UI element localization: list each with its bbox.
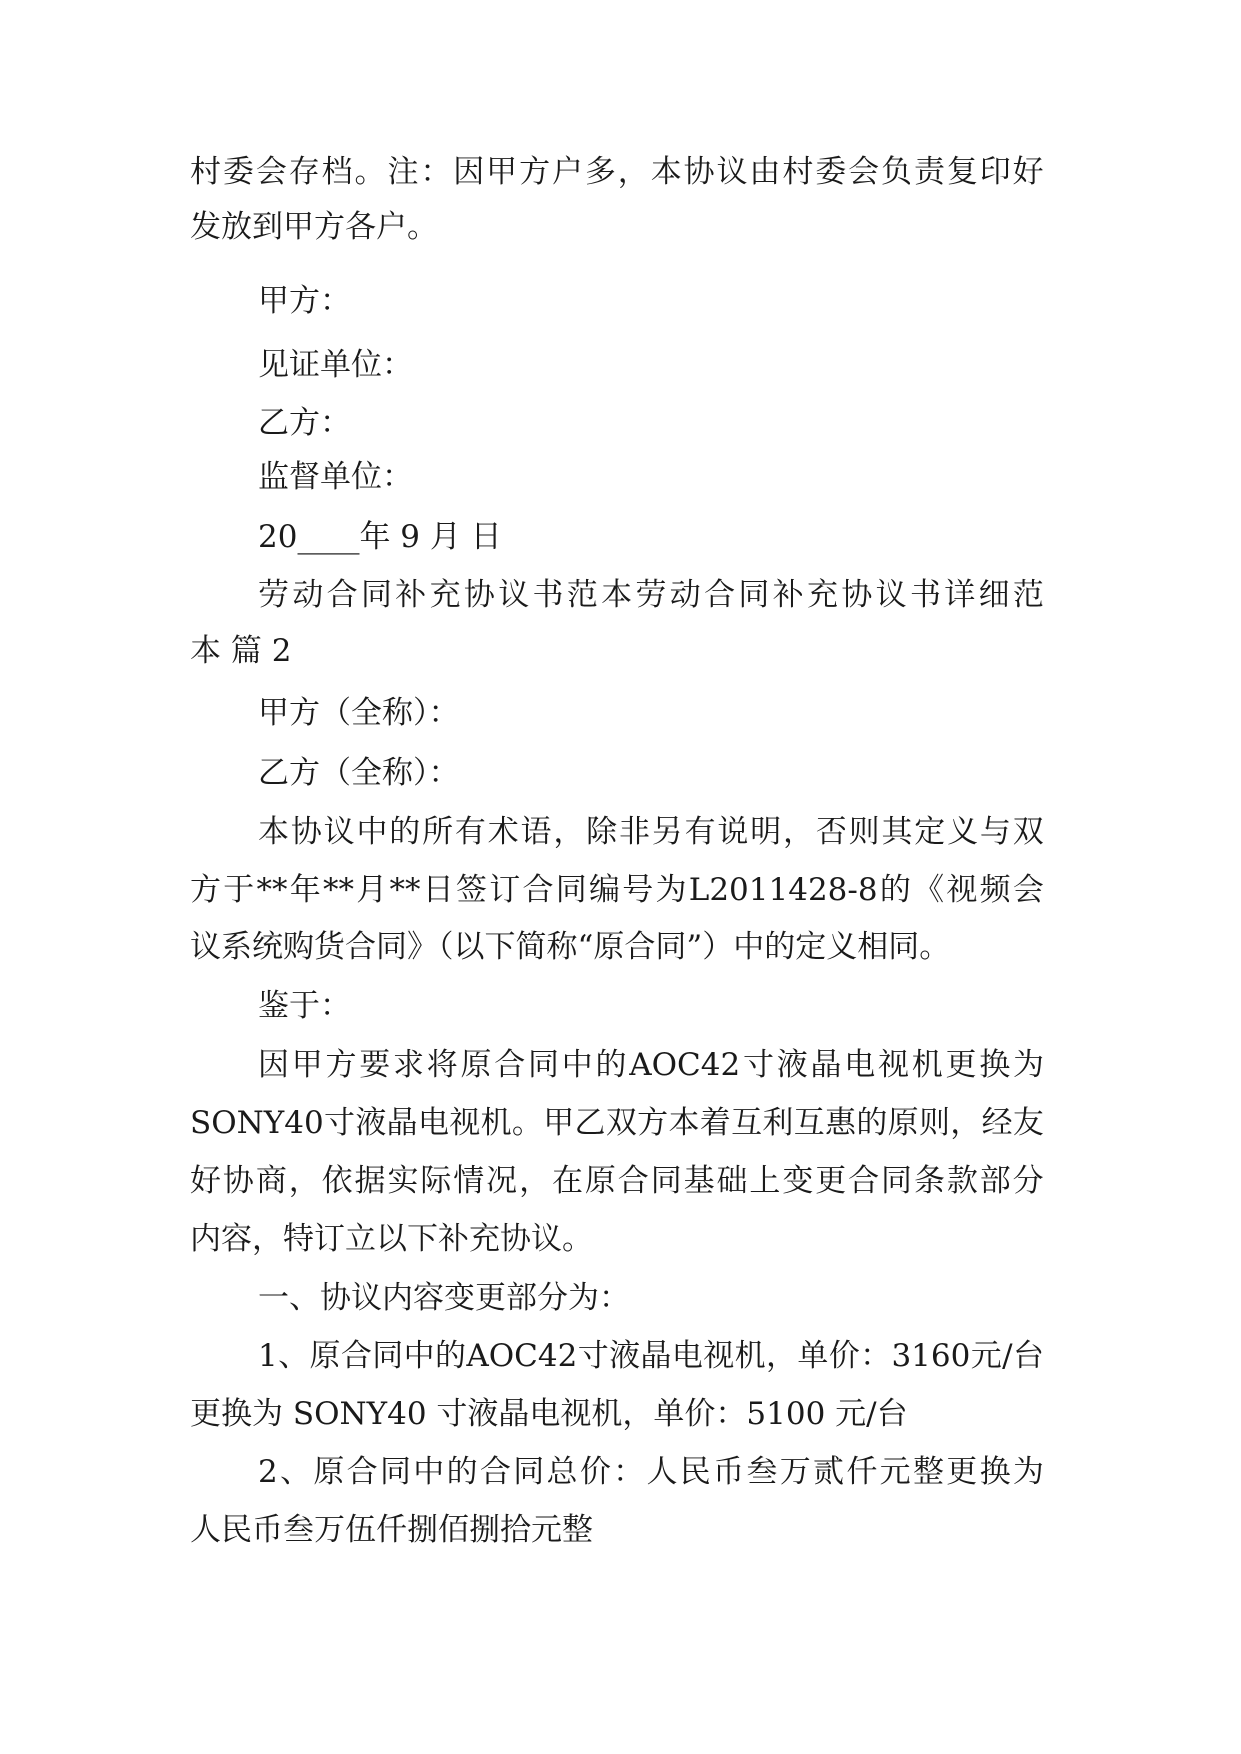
text-token: 补: [395, 577, 427, 613]
text-line: [190, 1159, 1044, 1203]
text-token: 币: [713, 1454, 745, 1490]
text-token: ，: [950, 1105, 982, 1141]
text-token: 视: [449, 1105, 481, 1141]
text-token: 书: [909, 577, 941, 613]
text-token: 同: [360, 577, 392, 613]
text-line: [258, 810, 1044, 854]
text-token: 同: [372, 1338, 404, 1374]
text-token: 明: [750, 814, 782, 850]
text-token: 、: [280, 1454, 312, 1490]
text-token: 况: [486, 1163, 518, 1199]
text-token: 合: [479, 1454, 511, 1490]
text-token: 双: [605, 1105, 637, 1141]
text-token: 更: [946, 1454, 978, 1490]
text-token: 的: [879, 872, 911, 908]
text-token: 日: [422, 872, 454, 908]
text-token: 存: [288, 154, 320, 190]
text-token: 上: [749, 1163, 781, 1199]
text-token: 议: [716, 154, 748, 190]
text-token: 换: [979, 1047, 1011, 1083]
text-line: [190, 150, 1044, 194]
text-token: 整: [912, 1454, 944, 1490]
text-token: 除: [586, 814, 618, 850]
text-token: 将: [426, 1047, 458, 1083]
text-token: 液: [355, 1105, 387, 1141]
text-token: 甲: [486, 154, 518, 190]
text-token: 甲: [543, 1105, 575, 1141]
text-token: 叁: [746, 1454, 778, 1490]
party-a-label: 甲方：: [258, 283, 351, 319]
text-token: ，: [519, 1163, 551, 1199]
text-token: 户: [551, 154, 583, 190]
text-token: 本: [650, 154, 682, 190]
text-token: 方: [190, 872, 221, 908]
text-token: 万: [779, 1454, 811, 1490]
text-line: 议系统购货合同》（以下简称“原合同”）中的定义相同。: [190, 929, 951, 965]
text-line: [190, 1101, 1044, 1145]
text-token: 合: [704, 577, 736, 613]
text-line: 更换为 SONY40 寸液晶电视机，单价：5100 元/台: [190, 1396, 908, 1432]
text-token: 双: [1012, 814, 1044, 850]
text-token: 由: [749, 154, 781, 190]
text-token: 础: [716, 1163, 748, 1199]
text-token: 月: [356, 872, 388, 908]
text-token: 年: [289, 872, 321, 908]
text-token: 中: [403, 1338, 435, 1374]
text-token: 注: [387, 154, 419, 190]
text-token: 。: [354, 154, 386, 190]
text-token: 台: [1012, 1338, 1044, 1374]
text-token: 原: [313, 1454, 345, 1490]
text-token: 商: [255, 1163, 287, 1199]
text-token: AOC42: [629, 1047, 741, 1083]
text-token: 负: [881, 154, 913, 190]
text-token: 惠: [825, 1105, 856, 1141]
text-token: 细: [978, 577, 1010, 613]
text-token: 分: [1012, 1163, 1044, 1199]
text-token: 中: [356, 814, 388, 850]
text-token: 互: [793, 1105, 825, 1141]
text-token: 的: [434, 1338, 466, 1374]
text-token: 频: [979, 872, 1011, 908]
text-token: ，: [617, 154, 649, 190]
text-token: 合: [617, 1163, 649, 1199]
text-token: 、: [278, 1338, 310, 1374]
text-token: 求: [393, 1047, 424, 1083]
text-token: 晶: [386, 1105, 418, 1141]
text-token: 晶: [810, 1047, 842, 1083]
date-line: 20____年 9 月 日: [258, 519, 502, 555]
text-token: 则: [848, 814, 880, 850]
text-token: ，: [783, 814, 814, 850]
text-token: 范: [566, 577, 598, 613]
text-token: 机: [480, 1105, 512, 1141]
text-token: 所: [422, 814, 454, 850]
party-b-fullname-label: 乙方（全称）：: [258, 755, 460, 791]
text-token: 寸: [324, 1105, 355, 1141]
text-token: 否: [815, 814, 847, 850]
text-token: 据: [354, 1163, 386, 1199]
text-token: 方: [637, 1105, 669, 1141]
text-token: 方: [325, 1047, 357, 1083]
text-token: 有: [454, 814, 486, 850]
text-token: 原: [887, 1105, 919, 1141]
text-token: 的: [856, 1105, 888, 1141]
text-token: 的: [595, 1047, 627, 1083]
text-token: 则: [918, 1105, 950, 1141]
text-token: 实: [387, 1163, 419, 1199]
text-token: 寸: [742, 1047, 774, 1083]
text-token: 动: [669, 577, 701, 613]
text-token: 同: [650, 1163, 682, 1199]
text-token: 寸: [577, 1338, 609, 1374]
text-token: 会: [255, 154, 287, 190]
text-token: 议: [498, 577, 530, 613]
text-token: 利: [762, 1105, 794, 1141]
text-token: 元: [879, 1454, 911, 1490]
text-token: 方: [519, 154, 551, 190]
text-token: 更: [945, 1047, 977, 1083]
text-token: L2011428-8: [688, 872, 878, 908]
text-line: 发放到甲方各户。: [190, 209, 438, 245]
text-token: 依: [321, 1163, 353, 1199]
text-token: 的: [446, 1454, 478, 1490]
party-b-label: 乙方：: [258, 405, 351, 441]
text-token: 同: [379, 1454, 411, 1490]
text-line: [258, 1450, 1044, 1494]
text-token: 中: [561, 1047, 593, 1083]
text-token: 1: [258, 1338, 278, 1374]
text-line: 人民币叁万伍仟捌佰捌拾元整: [190, 1512, 593, 1548]
text-token: 液: [776, 1047, 808, 1083]
text-token: 合: [340, 1338, 372, 1374]
section-heading: [258, 573, 1044, 617]
text-token: 动: [292, 577, 324, 613]
text-token: SONY40: [190, 1105, 324, 1141]
text-token: 签: [456, 872, 487, 908]
text-token: 价: [828, 1338, 860, 1374]
text-token: 合: [848, 1163, 880, 1199]
text-token: 号: [622, 872, 654, 908]
text-token: 充: [429, 577, 461, 613]
text-token: 会: [1012, 872, 1044, 908]
text-token: AOC42: [466, 1338, 578, 1374]
text-token: 情: [453, 1163, 485, 1199]
text-token: 范: [1012, 577, 1044, 613]
text-token: ，: [288, 1163, 320, 1199]
text-token: 互: [731, 1105, 763, 1141]
text-token: 同: [881, 1163, 913, 1199]
text-token: 机: [911, 1047, 943, 1083]
text-token: 委: [222, 154, 254, 190]
text-token: 书: [532, 577, 564, 613]
text-line: 内容，特订立以下补充协议。: [190, 1221, 593, 1257]
text-token: 因: [258, 1047, 289, 1083]
text-token: 好: [1012, 154, 1044, 190]
text-token: 单: [797, 1338, 829, 1374]
text-token: 合: [494, 1047, 526, 1083]
text-token: 视: [877, 1047, 909, 1083]
clause-heading: 一、协议内容变更部分为：: [258, 1280, 630, 1316]
text-token: 条: [913, 1163, 945, 1199]
text-token: 有: [684, 814, 716, 850]
text-token: 非: [618, 814, 650, 850]
text-token: 同: [555, 872, 587, 908]
text-token: 协: [222, 1163, 254, 1199]
text-token: ，: [765, 1338, 797, 1374]
text-token: 详: [944, 577, 976, 613]
text-token: 定: [914, 814, 946, 850]
text-token: **: [256, 872, 288, 908]
text-token: 订: [489, 872, 521, 908]
text-token: 协: [683, 154, 715, 190]
text-token: 合: [326, 577, 358, 613]
text-token: 电: [417, 1105, 449, 1141]
text-token: 同: [528, 1047, 559, 1083]
text-token: 因: [453, 154, 485, 190]
text-token: 元: [970, 1338, 1002, 1374]
text-token: 款: [946, 1163, 978, 1199]
text-token: 语: [520, 814, 552, 850]
text-token: **: [323, 872, 354, 908]
text-line: [258, 1334, 1044, 1378]
text-token: 民: [679, 1454, 711, 1490]
text-token: 乙: [574, 1105, 606, 1141]
party-a-fullname-label: 甲方（全称）：: [258, 695, 460, 731]
text-token: 总: [546, 1454, 578, 1490]
text-token: 合: [522, 872, 554, 908]
text-token: ：: [420, 154, 452, 190]
text-token: 际: [420, 1163, 452, 1199]
text-token: 充: [807, 577, 838, 613]
text-token: 议: [323, 814, 355, 850]
text-token: 本: [601, 577, 633, 613]
text-token: 2: [258, 1454, 278, 1490]
text-token: 在: [551, 1163, 583, 1199]
text-token: 电: [671, 1338, 703, 1374]
text-token: 换: [979, 1454, 1011, 1490]
text-token: 本: [668, 1105, 700, 1141]
text-token: 与: [979, 814, 1011, 850]
text-token: 合: [346, 1454, 378, 1490]
text-token: 为: [1012, 1454, 1044, 1490]
text-token: 议: [875, 577, 907, 613]
text-token: 要: [359, 1047, 391, 1083]
text-token: 甲: [291, 1047, 323, 1083]
text-token: 协: [841, 577, 873, 613]
text-token: 说: [717, 814, 749, 850]
text-token: 村: [190, 154, 221, 190]
text-token: ，: [553, 814, 585, 850]
text-token: 另: [651, 814, 683, 850]
text-token: 电: [844, 1047, 876, 1083]
text-token: 晶: [640, 1338, 672, 1374]
text-token: **: [389, 872, 421, 908]
section-heading: 本 篇 2: [190, 633, 292, 669]
text-token: 为: [1012, 1047, 1044, 1083]
text-token: 原: [584, 1163, 616, 1199]
text-token: 变: [782, 1163, 814, 1199]
text-token: 同: [513, 1454, 545, 1490]
text-token: ：: [613, 1454, 645, 1490]
text-token: 于: [223, 872, 255, 908]
text-token: 印: [979, 154, 1011, 190]
text-token: 着: [699, 1105, 731, 1141]
text-token: 原: [309, 1338, 341, 1374]
text-token: 。: [511, 1105, 543, 1141]
text-token: 本: [258, 814, 289, 850]
text-token: 基: [683, 1163, 715, 1199]
text-token: 液: [609, 1338, 641, 1374]
text-line: [258, 1043, 1044, 1087]
text-token: 劳: [635, 577, 667, 613]
text-token: 术: [487, 814, 519, 850]
text-token: 同: [738, 577, 770, 613]
text-token: 村: [782, 154, 814, 190]
text-token: 友: [1012, 1105, 1044, 1141]
text-token: 《: [913, 872, 945, 908]
text-token: 其: [881, 814, 913, 850]
text-token: 编: [589, 872, 620, 908]
supervision-unit-label: 监督单位：: [258, 459, 413, 495]
text-token: ：: [860, 1338, 892, 1374]
text-token: 责: [913, 154, 945, 190]
text-token: 协: [463, 577, 495, 613]
text-token: 视: [946, 872, 978, 908]
text-token: 机: [734, 1338, 766, 1374]
text-token: 协: [290, 814, 322, 850]
witness-unit-label: 见证单位：: [258, 347, 413, 383]
text-token: 贰: [813, 1454, 845, 1490]
text-token: 价: [579, 1454, 611, 1490]
text-token: 的: [389, 814, 421, 850]
text-token: 原: [460, 1047, 492, 1083]
text-token: 更: [815, 1163, 847, 1199]
text-token: 中: [413, 1454, 445, 1490]
text-token: 视: [703, 1338, 735, 1374]
text-token: 为: [655, 872, 687, 908]
text-token: 3160: [891, 1338, 971, 1374]
text-token: 人: [646, 1454, 678, 1490]
text-token: 会: [848, 154, 880, 190]
text-token: 义: [947, 814, 979, 850]
text-token: 多: [584, 154, 616, 190]
text-line: [190, 868, 1044, 912]
text-token: 补: [772, 577, 804, 613]
text-token: 仟: [846, 1454, 878, 1490]
text-token: 经: [981, 1105, 1013, 1141]
text-token: 部: [979, 1163, 1011, 1199]
text-token: 委: [815, 154, 847, 190]
text-token: 劳: [258, 577, 289, 613]
text-token: 复: [946, 154, 978, 190]
whereas-label: 鉴于：: [258, 988, 351, 1024]
text-token: 好: [190, 1163, 221, 1199]
text-token: /: [1002, 1338, 1013, 1374]
text-token: 档: [321, 154, 353, 190]
